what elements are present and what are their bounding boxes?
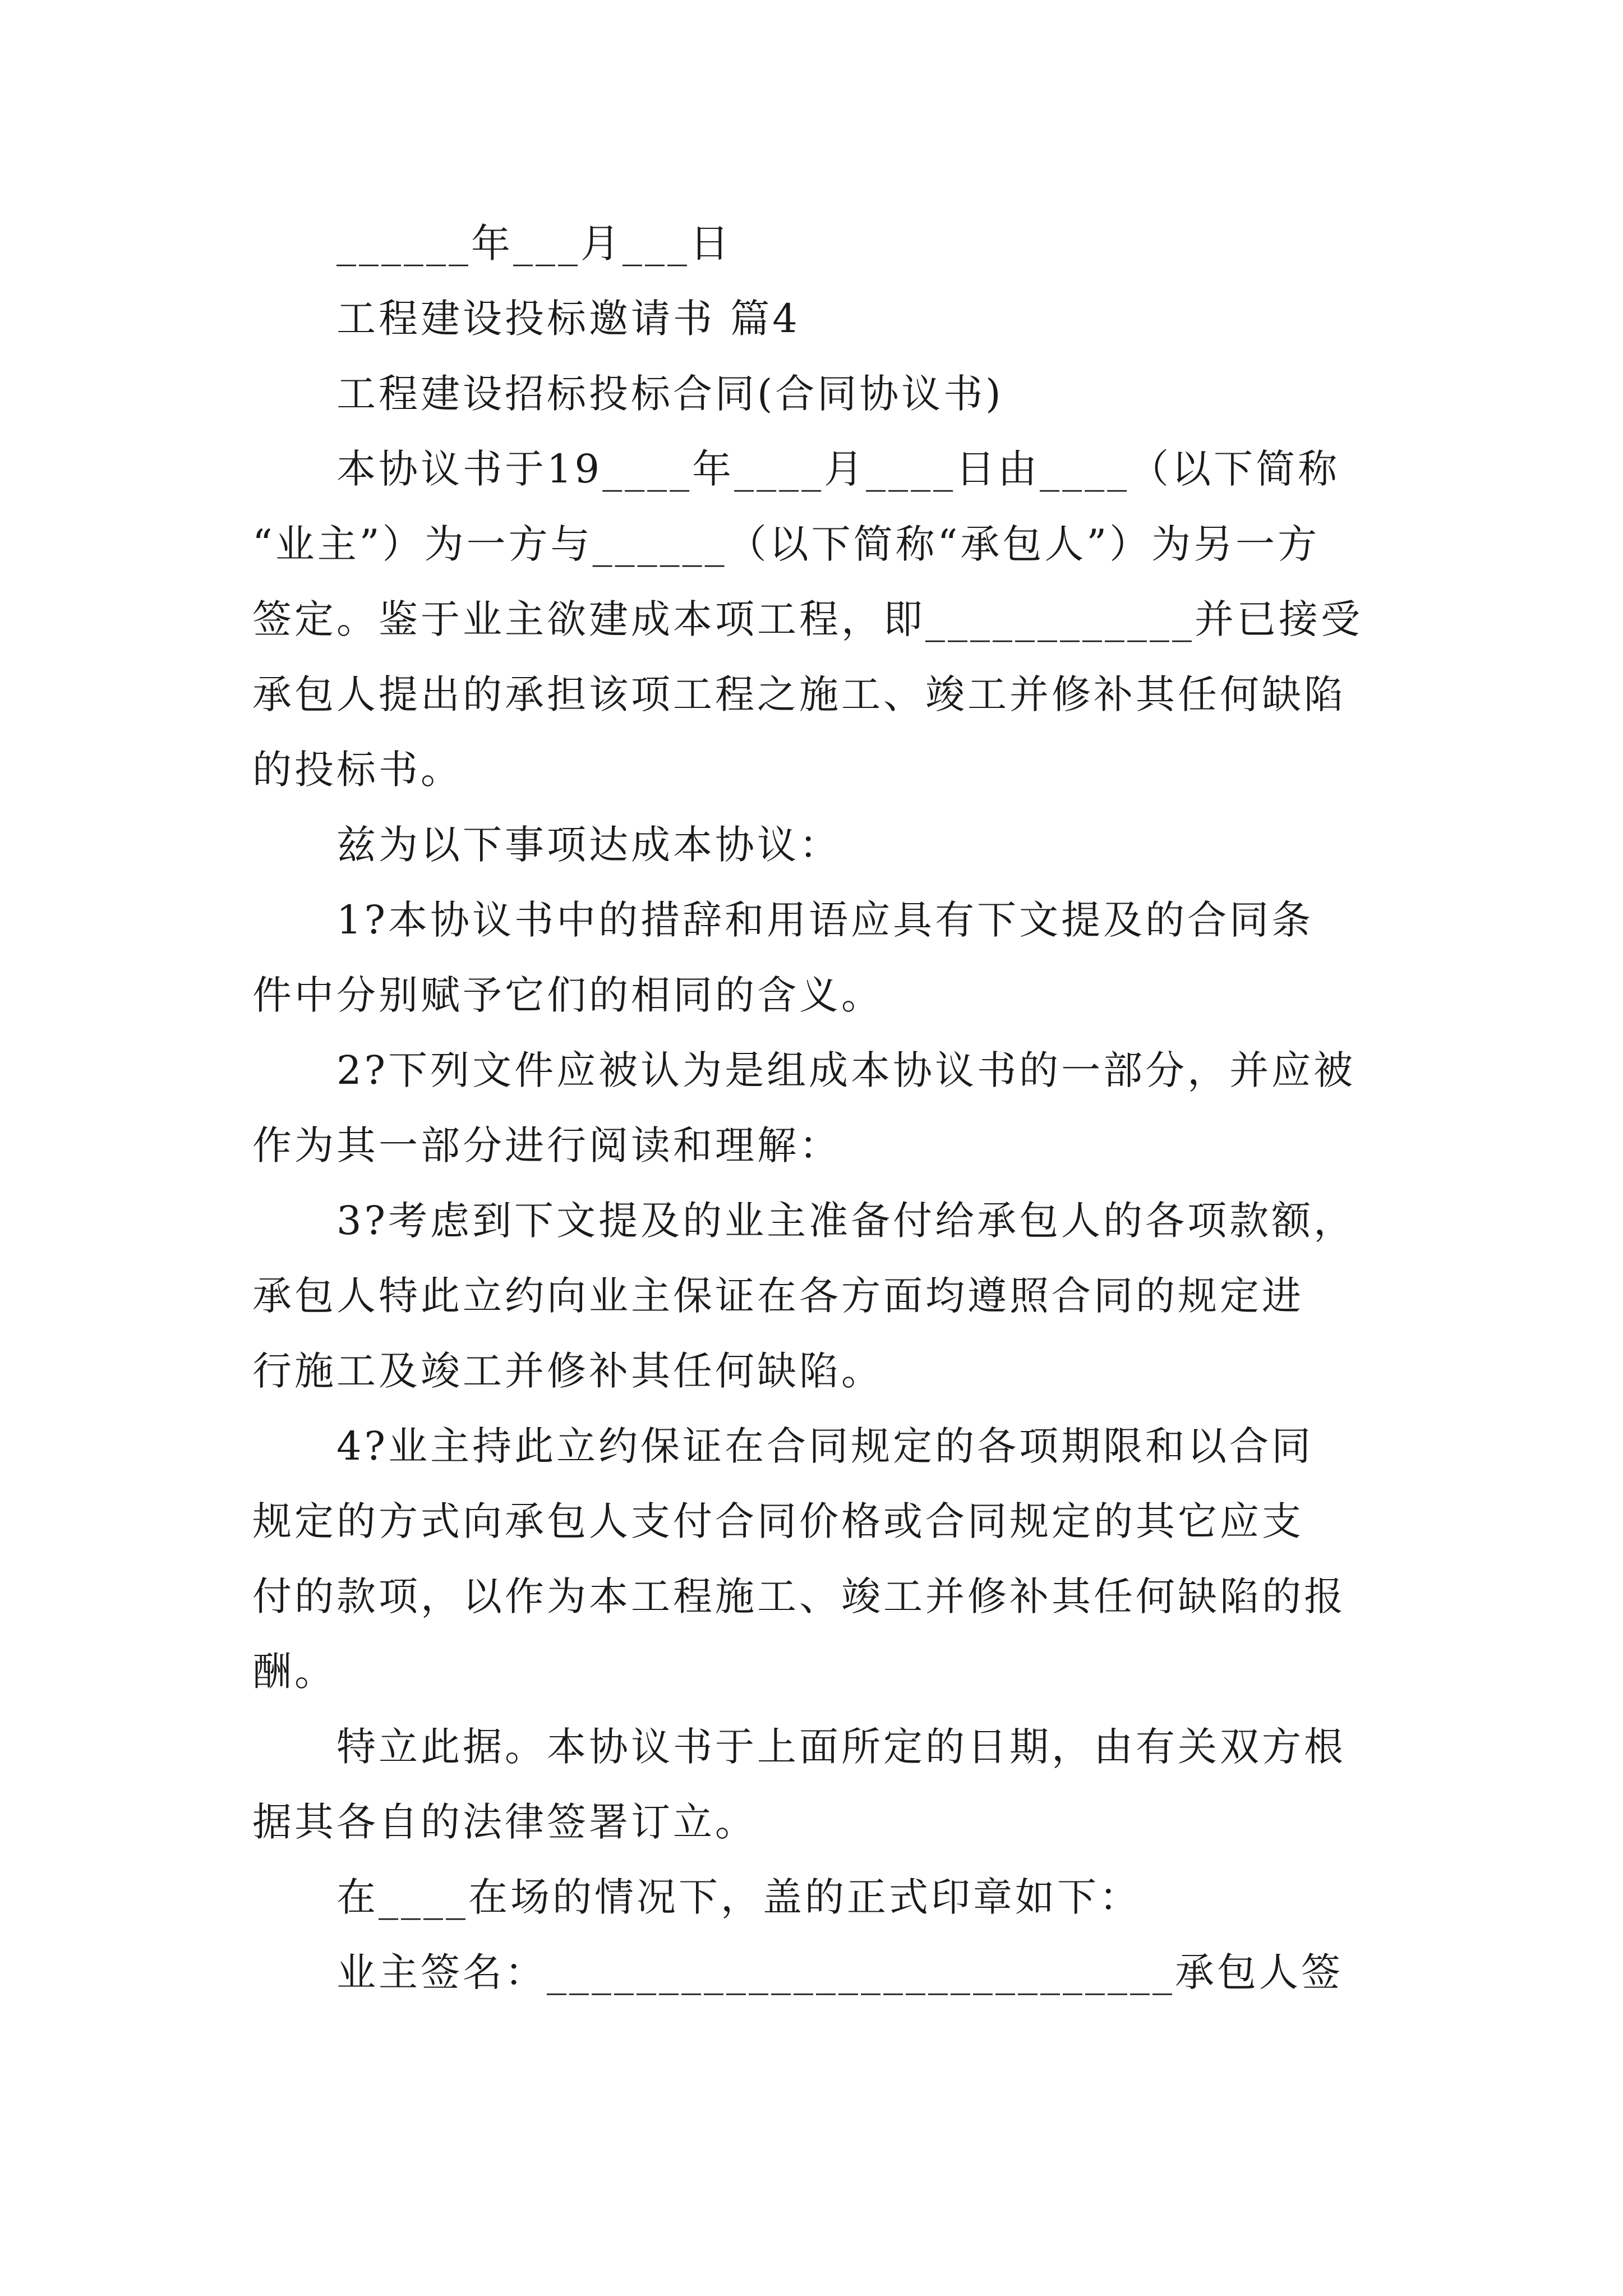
clause-4-line: 4?业主持此立约保证在合同规定的各项期限和以合同 [336,1423,1314,1469]
clause-2-line: 作为其一部分进行阅读和理解： [252,1122,841,1168]
clause-3-line: 承包人特此立约向业主保证在各方面均遵照合同的规定进 [252,1273,1304,1319]
clause-3-line: 行施工及竣工并修补其任何缺陷。 [252,1348,883,1394]
paragraph-line: 承包人提出的承担该项工程之施工、竣工并修补其任何缺陷 [252,671,1346,717]
clause-4-line: 付的款项，以作为本工程施工、竣工并修补其任何缺陷的报 [252,1573,1346,1619]
section-heading: 工程建设投标邀请书 篇4 [336,296,800,342]
clause-1-line: 件中分别赋予它们的相同的含义。 [252,972,883,1018]
date-blank-line: ______年___月___日 [336,220,732,266]
paragraph-line: “业主”）为一方与______（以下简称“承包人”）为另一方 [252,521,1320,567]
paragraph-line: 本协议书于19____年____月____日由____（以下简称 [336,446,1340,492]
clause-4-line: 酬。 [252,1649,336,1695]
clause-4-line: 规定的方式向承包人支付合同价格或合同规定的其它应支 [252,1498,1304,1544]
paragraph-line: 兹为以下事项达成本协议： [336,822,841,868]
clause-1-line: 1?本协议书中的措辞和用语应具有下文提及的合同条 [336,897,1314,943]
paragraph-line: 的投标书。 [252,747,463,793]
paragraph-line: 据其各自的法律签署订立。 [252,1799,757,1845]
paragraph-line: 签定。鉴于业主欲建成本项工程，即____________并已接受 [252,596,1363,642]
paragraph-line: 在____在场的情况下，盖的正式印章如下： [336,1874,1141,1920]
document-title: 工程建设招标投标合同(合同协议书) [336,371,1004,417]
clause-2-line: 2?下列文件应被认为是组成本协议书的一部分，并应被 [336,1047,1356,1093]
clause-3-line: 3?考虑到下文提及的业主准备付给承包人的各项款额， [336,1198,1356,1244]
paragraph-line: 特立此据。本协议书于上面所定的日期，由有关双方根 [336,1724,1346,1770]
signature-line: 业主签名：____________________________承包人签 [336,1949,1343,1995]
